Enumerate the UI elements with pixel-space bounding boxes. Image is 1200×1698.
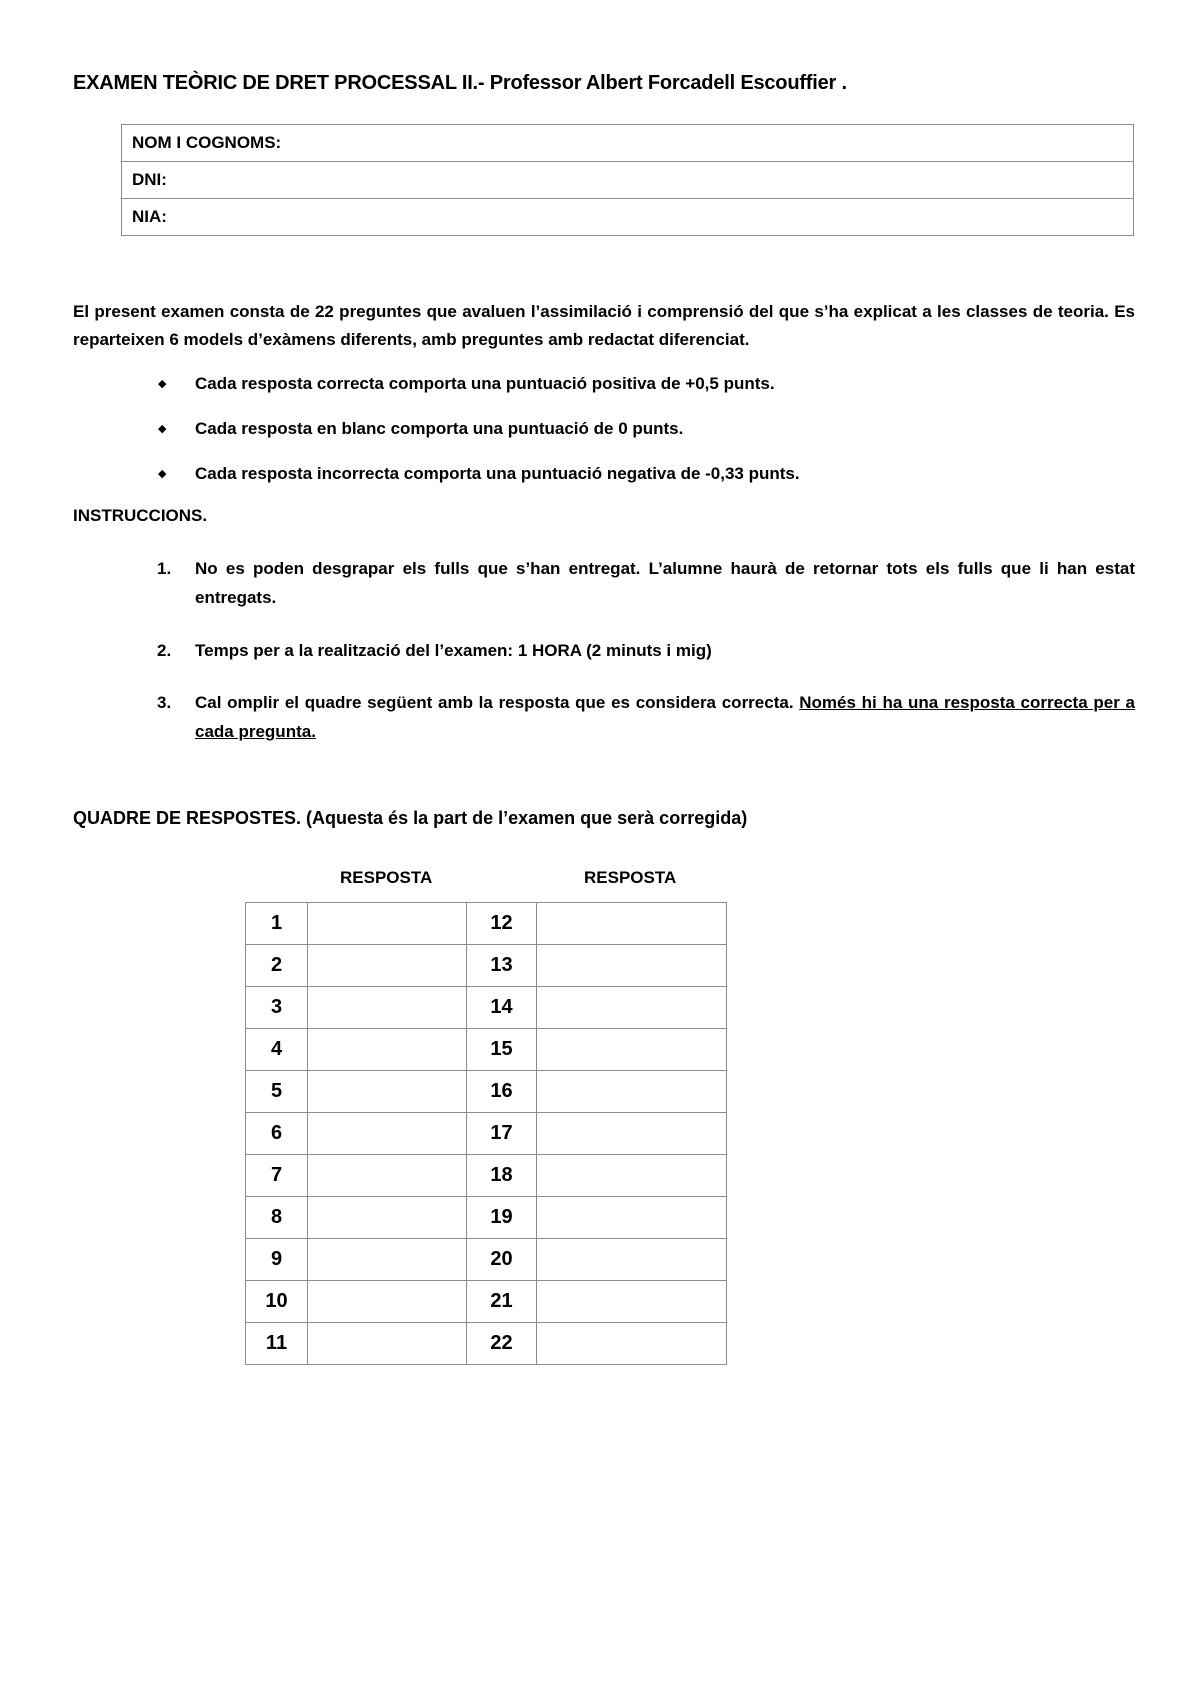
answer-column-label-left: RESPOSTA (340, 868, 433, 887)
scoring-rules-list (150, 372, 1135, 507)
question-number: 9 (246, 1239, 308, 1281)
identity-field-dni[interactable]: DNI: (122, 162, 1134, 199)
student-identity-table (121, 124, 1134, 236)
scoring-rule-blank (150, 417, 1135, 462)
answer-cell[interactable] (308, 945, 467, 987)
question-number: 22 (467, 1323, 537, 1365)
bullet-diamond-icon: ◆ (158, 423, 167, 435)
identity-row-nia (122, 199, 1134, 236)
answer-cell[interactable] (537, 1239, 727, 1281)
question-number: 19 (467, 1197, 537, 1239)
answer-row (246, 1197, 727, 1239)
answer-row (246, 1239, 727, 1281)
instruction-text: Temps per a la realització del l’examen: 1 HORA (2 minuts i mig) (195, 641, 712, 660)
question-number: 11 (246, 1323, 308, 1365)
answer-cell[interactable] (537, 1281, 727, 1323)
instructions-list (150, 554, 1135, 746)
question-number: 6 (246, 1113, 308, 1155)
instruction-item (150, 636, 1135, 688)
question-number: 18 (467, 1155, 537, 1197)
scoring-rule-text: Cada resposta incorrecta comporta una puntuació negativa de -0,33 punts. (195, 464, 800, 483)
answer-sheet-heading: QUADRE DE RESPOSTES. (Aquesta és la part de l’examen que serà corregida) (73, 808, 748, 828)
question-number: 14 (467, 987, 537, 1029)
question-number: 4 (246, 1029, 308, 1071)
instruction-number: 3. (157, 693, 172, 712)
instruction-text: Cal omplir el quadre següent amb la resposta que es considera correcta. (195, 693, 800, 712)
answer-column-label-right: RESPOSTA (584, 868, 677, 887)
identity-row-dni (122, 162, 1134, 199)
instruction-text: No es poden desgrapar els fulls que s’han entregat. L’alumne haurà de retornar tots els fulls que li han estat entregats. (195, 559, 1135, 607)
instruction-item (150, 688, 1135, 746)
scoring-rule-text: Cada resposta en blanc comporta una puntuació de 0 punts. (195, 419, 684, 438)
question-number: 8 (246, 1197, 308, 1239)
answer-row (246, 945, 727, 987)
answer-cell[interactable] (308, 1323, 467, 1365)
answer-row (246, 1323, 727, 1365)
identity-field-name[interactable]: NOM I COGNOMS: (122, 125, 1134, 162)
answer-cell[interactable] (537, 945, 727, 987)
question-number: 13 (467, 945, 537, 987)
answer-grid (245, 902, 727, 1365)
answer-row (246, 1071, 727, 1113)
question-number: 2 (246, 945, 308, 987)
instruction-number: 1. (157, 559, 172, 578)
answer-row (246, 1155, 727, 1197)
bullet-diamond-icon: ◆ (158, 378, 167, 390)
answer-row (246, 903, 727, 945)
answer-cell[interactable] (308, 1113, 467, 1155)
instruction-underlined-note: Només hi ha una resposta correcta per a cada pregunta. (195, 693, 1135, 741)
question-number: 12 (467, 903, 537, 945)
question-number: 1 (246, 903, 308, 945)
answer-cell[interactable] (308, 1197, 467, 1239)
answer-cell[interactable] (308, 1029, 467, 1071)
answer-cell[interactable] (308, 1281, 467, 1323)
answer-cell[interactable] (308, 1239, 467, 1281)
exam-title: EXAMEN TEÒRIC DE DRET PROCESSAL II.- Professor Albert Forcadell Escouffier . (73, 72, 847, 94)
scoring-rule-incorrect (150, 462, 1135, 507)
question-number: 15 (467, 1029, 537, 1071)
instruction-item (150, 554, 1135, 636)
answer-cell[interactable] (537, 1113, 727, 1155)
bullet-diamond-icon: ◆ (158, 468, 167, 480)
answer-cell[interactable] (537, 1071, 727, 1113)
answer-cell[interactable] (537, 903, 727, 945)
answer-cell[interactable] (537, 1323, 727, 1365)
question-number: 7 (246, 1155, 308, 1197)
answer-cell[interactable] (537, 987, 727, 1029)
question-number: 10 (246, 1281, 308, 1323)
answer-cell[interactable] (308, 1155, 467, 1197)
answer-cell[interactable] (537, 1197, 727, 1239)
answer-row (246, 1113, 727, 1155)
scoring-rule-correct (150, 372, 1135, 417)
identity-field-nia[interactable]: NIA: (122, 199, 1134, 236)
question-number: 3 (246, 987, 308, 1029)
intro-paragraph: El present examen consta de 22 preguntes que avaluen l’assimilació i comprensió del que s’ha explicat a les classes de teoria. Es reparteixen 6 models d’exàmens diferents, amb preguntes amb redactat diferenciat. (73, 302, 1135, 349)
answer-row (246, 1029, 727, 1071)
answer-cell[interactable] (537, 1029, 727, 1071)
answer-row (246, 1281, 727, 1323)
question-number: 21 (467, 1281, 537, 1323)
question-number: 5 (246, 1071, 308, 1113)
instructions-heading: INSTRUCCIONS. (73, 506, 208, 525)
answer-cell[interactable] (308, 1071, 467, 1113)
question-number: 17 (467, 1113, 537, 1155)
question-number: 16 (467, 1071, 537, 1113)
answer-row (246, 987, 727, 1029)
instruction-number: 2. (157, 641, 172, 660)
answer-cell[interactable] (308, 987, 467, 1029)
identity-row-name (122, 125, 1134, 162)
answer-cell[interactable] (308, 903, 467, 945)
question-number: 20 (467, 1239, 537, 1281)
answer-cell[interactable] (537, 1155, 727, 1197)
scoring-rule-text: Cada resposta correcta comporta una puntuació positiva de +0,5 punts. (195, 374, 775, 393)
